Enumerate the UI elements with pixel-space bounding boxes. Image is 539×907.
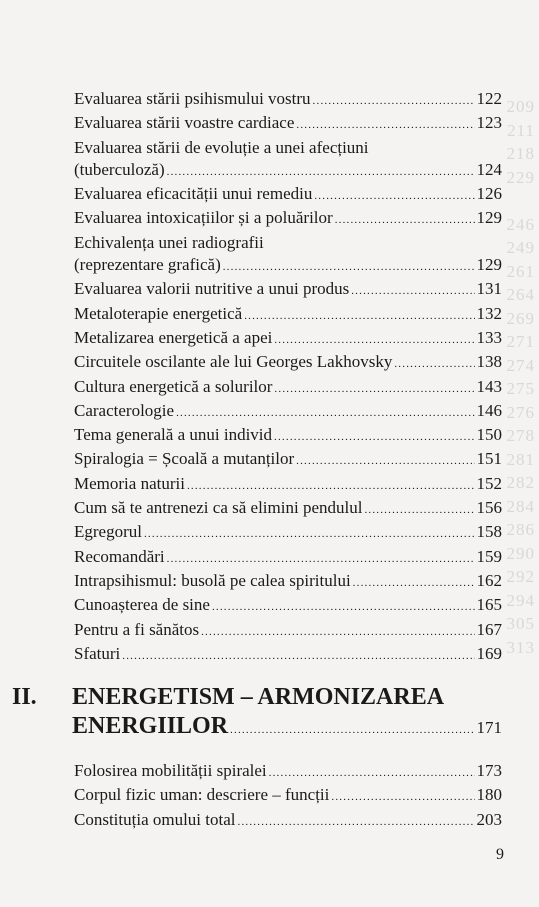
dot-leader [274,329,474,351]
entry-title: Sfaturi [74,643,121,663]
bleed-through: 209 211 218 229 246 249 261 264 269 271 274 275 276 278 281 282 284 286 290 292 294 305 313 [506,97,535,657]
dot-leader [296,450,474,472]
entry-title: Folosirea mobilității spiralei [74,761,267,780]
toc-entry [74,760,502,784]
dot-leader [223,256,475,278]
dot-leader [230,716,474,745]
entry-page: 173 [476,761,502,780]
toc-entry [74,594,502,618]
toc-entry [74,400,502,424]
dot-leader [238,811,475,833]
dot-leader [314,185,474,207]
entry-page: 156 [476,498,502,518]
dot-leader [244,305,474,327]
dot-leader [274,426,474,448]
toc-entry [74,327,502,351]
toc-entry [74,521,502,545]
entry-page: 146 [476,400,502,420]
entry-title: Spiralogia = Școală a mutanților [74,449,295,469]
entry-page: 159 [476,546,502,566]
entry-title: Corpul fizic uman: descriere – funcții [74,785,330,805]
toc-entry [74,278,502,302]
toc-entry [74,207,502,231]
entry-title: Evaluarea stării voastre cardiace [74,113,295,133]
entry-title: Cunoașterea de sine [74,595,210,615]
dot-leader [274,378,474,400]
entry-page: 129 [476,255,502,275]
section-page: 171 [476,718,502,737]
dot-leader [144,523,475,545]
section-title-line1: ENERGETISM – ARMONIZAREA [72,684,445,710]
entry-title: Recomandări [74,546,165,566]
entry-title: Memoria naturii [74,473,185,493]
entry-title: Pentru a fi sănătos [74,619,200,639]
dot-leader [122,645,474,667]
entry-title: Evaluarea stării de evoluție a unei afecțiuni [74,137,369,157]
dot-leader [335,209,475,231]
entry-page: 143 [476,376,502,396]
entry-title: Evaluarea intoxicațiilor și a poluărilor [74,208,333,228]
section-heading [12,683,502,745]
entry-page: 123 [476,113,502,133]
dot-leader [176,402,474,424]
entry-page: 126 [476,184,502,204]
dot-leader [331,786,474,808]
dot-leader [353,572,475,594]
toc-entry [74,784,502,808]
table-of-contents [74,88,502,667]
page-number: 9 [496,846,504,863]
section-title-line2: ENERGIILOR [72,713,229,739]
entry-page: 169 [476,643,502,663]
entry-page: 132 [476,303,502,323]
entry-page: 165 [476,595,502,615]
dot-leader [201,621,474,643]
entry-title: Evaluarea eficacității unui remediu [74,184,313,204]
entry-page: 203 [476,809,502,829]
entry-page: 129 [476,208,502,228]
entry-page: 151 [476,449,502,469]
entry-page: 167 [476,619,502,639]
entry-page: 180 [476,785,502,805]
toc-entry [74,497,502,521]
entry-title: Egregorul [74,522,142,542]
toc-entry [74,619,502,643]
dot-leader [187,475,475,497]
toc-entry [74,137,502,184]
dot-leader [269,762,475,784]
toc-entry [74,643,502,667]
toc-entry [74,424,502,448]
entry-page: 150 [476,425,502,445]
entry-page: 138 [476,352,502,372]
toc-entry [74,88,502,112]
toc-entry [74,448,502,472]
entry-page: 158 [476,522,502,542]
entry-title: Cum să te antrenezi ca să elimini pendulul [74,498,363,518]
toc-entry [74,112,502,136]
entry-title: Echivalența unei radiografii [74,232,264,252]
entry-page: 122 [476,89,502,108]
entry-page: 131 [476,279,502,299]
entry-title: Constituția omului total [74,809,236,829]
dot-leader [364,499,474,521]
toc-entry [74,546,502,570]
toc-entry [74,351,502,375]
toc-entry [74,473,502,497]
entry-title: Tema generală a unui individ [74,425,273,445]
entry-title: Circuitele oscilante ale lui Georges Lakhovsky [74,352,393,372]
entry-page: 152 [476,473,502,493]
dot-leader [167,548,475,570]
toc-entry [74,303,502,327]
section-number: II. [12,684,37,710]
entry-title: (tuberculoză) [74,159,165,179]
toc-entry [74,232,502,279]
entry-title: Evaluarea stării psihismului vostru [74,89,311,108]
dot-leader [212,596,475,618]
entry-title: Caracterologie [74,400,175,420]
entry-title: Metalizarea energetică a apei [74,327,273,347]
entry-title: Evaluarea valorii nutritive a unui produs [74,279,350,299]
dot-leader [313,90,475,112]
toc-entry [74,183,502,207]
dot-leader [167,161,475,183]
section-contents [74,760,502,833]
entry-page: 162 [476,570,502,590]
entry-title: Metaloterapie energetică [74,303,243,323]
dot-leader [394,353,474,375]
entry-title: Cultura energetică a solurilor [74,376,273,396]
toc-entry [74,809,502,833]
dot-leader [296,114,474,136]
entry-title: (reprezentare grafică) [74,255,221,275]
toc-entry [74,376,502,400]
entry-page: 124 [476,159,502,179]
entry-title: Intrapsihismul: busolă pe calea spiritului [74,570,351,590]
entry-page: 133 [476,327,502,347]
dot-leader [351,280,474,302]
toc-entry [74,570,502,594]
